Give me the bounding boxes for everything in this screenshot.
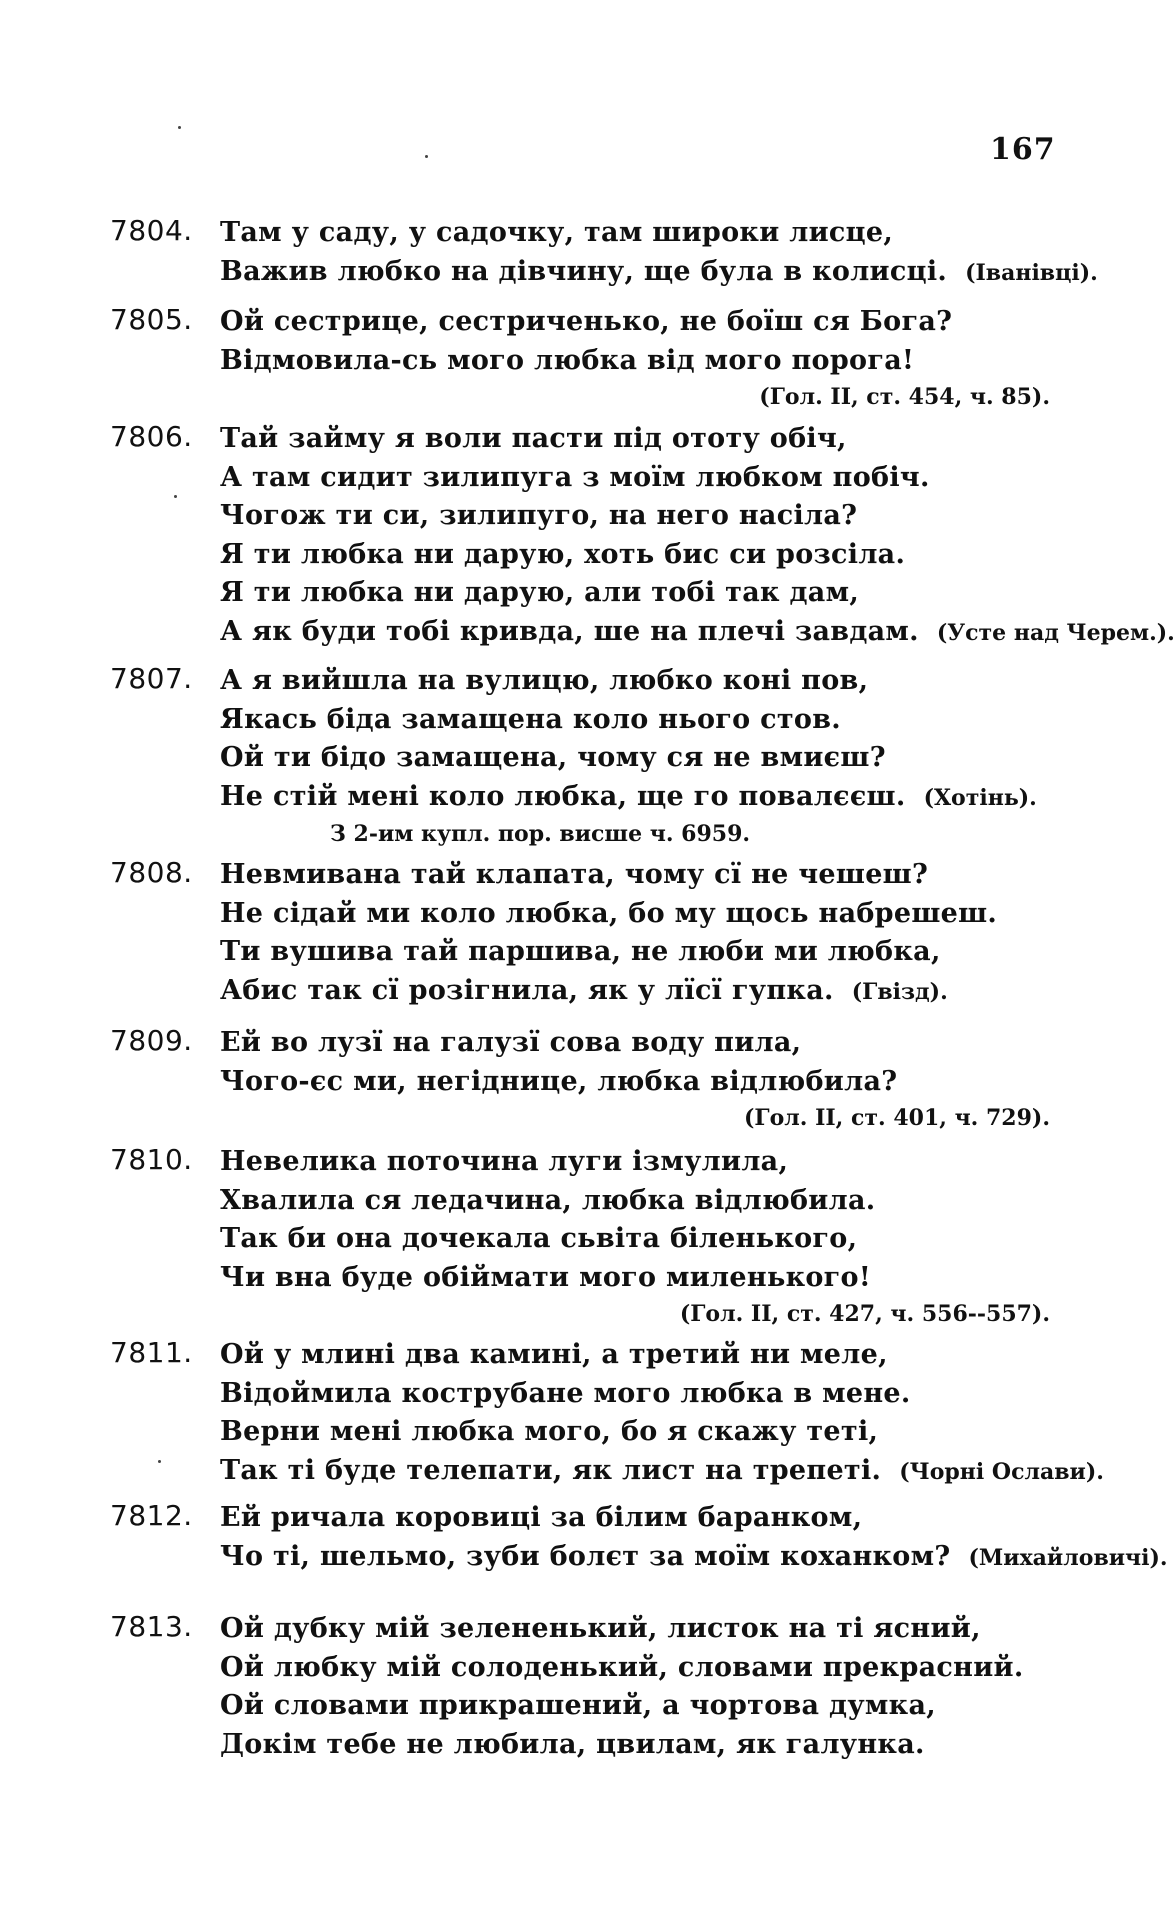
verse-line-text: Абис так сї розігнила, як у лїсї гупка. bbox=[220, 974, 834, 1006]
source-reference: (Хотінь). bbox=[923, 784, 1037, 811]
verse-line: Відоймила кострубане мого любка в мене. bbox=[220, 1377, 911, 1409]
verse-line: Там у саду, у садочку, там широки лисце, bbox=[220, 217, 894, 248]
cross-reference-note: З 2-им купл. пор. висше ч. 6959. bbox=[330, 821, 751, 847]
verse-line: Невелика поточина луги ізмулила, bbox=[220, 1146, 789, 1177]
entry-number: 7808. bbox=[110, 856, 193, 889]
verse-line: Якась біда замащена коло нього стов. bbox=[220, 703, 841, 735]
entry-number: 7812. bbox=[110, 1499, 193, 1532]
source-reference: (Чорні Ослави). bbox=[899, 1458, 1104, 1485]
verse-line: Ей ричала коровиці за білим баранком, bbox=[220, 1502, 863, 1533]
entry-number: 7810. bbox=[110, 1143, 193, 1176]
entry-number: 7811. bbox=[110, 1336, 193, 1369]
verse-line bbox=[220, 613, 1175, 653]
verse-line bbox=[220, 253, 1098, 293]
verse-line bbox=[220, 972, 1070, 1012]
source-reference: (Усте над Черем.). bbox=[936, 619, 1175, 646]
verse-block bbox=[220, 303, 1070, 414]
verse-line: Ой любку мій солоденький, словами прекрасний. bbox=[220, 1651, 1024, 1683]
verse-line: Чи вна буде обіймати мого миленького! bbox=[220, 1261, 871, 1293]
verse-line bbox=[220, 778, 1070, 818]
verse-line: Ой дубку мій зелененький, листок на ті ясний, bbox=[220, 1613, 981, 1644]
source-reference: (Гол. II, ст. 427, ч. 556--557). bbox=[679, 1301, 1050, 1327]
verse-line: Ой у млині два камині, а третий ни меле, bbox=[220, 1339, 888, 1370]
verse-line: Я ти любка ни дарую, хоть бис си розсіла. bbox=[220, 538, 906, 570]
verse-line: Невмивана тай клапата, чому сї не чешеш? bbox=[220, 859, 929, 890]
verse-line-text: А як буди тобі кривда, ше на плечі завдам. bbox=[220, 615, 919, 647]
verse-block bbox=[220, 1024, 1070, 1135]
verse-block bbox=[220, 214, 1098, 292]
verse-line: Я ти любка ни дарую, али тобі так дам, bbox=[220, 577, 860, 608]
page-number: 167 bbox=[990, 132, 1056, 167]
verse-line bbox=[220, 1538, 1168, 1578]
verse-line: Ти вушива тай паршива, не люби ми любка, bbox=[220, 936, 941, 967]
source-reference: (Гол. II, ст. 454, ч. 85). bbox=[759, 384, 1050, 410]
verse-line-text: Чо ті, шельмо, зуби болєт за моїм коханком? bbox=[220, 1540, 951, 1572]
verse-block bbox=[220, 1499, 1168, 1577]
verse-line-text: Важив любко на дівчину, ще була в колисці. bbox=[220, 255, 948, 287]
entry-number: 7813. bbox=[110, 1610, 193, 1643]
entry-number: 7807. bbox=[110, 662, 193, 695]
verse-line: Так би она дочекала сьвіта біленького, bbox=[220, 1223, 858, 1254]
verse-line: Чого-єс ми, негіднице, любка відлюбила? bbox=[220, 1065, 898, 1097]
verse-line-text: Так ті буде телепати, як лист на трепеті. bbox=[220, 1454, 882, 1486]
verse-line: Чогож ти си, зилипуго, на него насіла? bbox=[220, 500, 858, 531]
scan-speck bbox=[425, 155, 428, 158]
source-reference: (Іванівці). bbox=[965, 259, 1098, 286]
entry-number: 7809. bbox=[110, 1024, 193, 1057]
verse-line: А там сидит зилипуга з моїм любком побіч. bbox=[220, 461, 930, 493]
verse-line bbox=[220, 1452, 1104, 1492]
verse-line-text: Не стій мені коло любка, ще го повалєєш. bbox=[220, 780, 906, 812]
verse-line: Докім тебе не любила, цвилам, як галунка. bbox=[220, 1728, 925, 1760]
verse-block bbox=[220, 662, 1070, 851]
verse-line: Тай займу я воли пасти під ототу обіч, bbox=[220, 423, 847, 454]
entry-number: 7806. bbox=[110, 420, 193, 453]
entry-number: 7805. bbox=[110, 303, 193, 336]
verse-line: Ой сестрице, сестриченько, не боїш ся Бога? bbox=[220, 306, 953, 337]
verse-line: Хвалила ся ледачина, любка відлюбила. bbox=[220, 1184, 876, 1216]
verse-line: Ей во лузї на галузї сова воду пила, bbox=[220, 1027, 802, 1058]
verse-line: А я вийшла на вулицю, любко коні пов, bbox=[220, 665, 869, 696]
verse-line: Не сідай ми коло любка, бо му щось набрешеш. bbox=[220, 897, 998, 929]
source-reference: (Гол. II, ст. 401, ч. 729). bbox=[743, 1105, 1050, 1131]
entry-number: 7804. bbox=[110, 214, 193, 247]
source-reference: (Гвізд). bbox=[851, 978, 948, 1005]
verse-block bbox=[220, 856, 1070, 1011]
scan-speck bbox=[158, 1460, 161, 1463]
verse-block bbox=[220, 1336, 1104, 1491]
verse-block bbox=[220, 420, 1175, 652]
verse-block bbox=[220, 1143, 1070, 1331]
verse-line: Верни мені любка мого, бо я скажу теті, bbox=[220, 1416, 879, 1447]
verse-line: Ой ти бідо замащена, чому ся не вмиєш? bbox=[220, 742, 886, 773]
verse-line: Ой словами прикрашений, а чортова думка, bbox=[220, 1690, 936, 1721]
verse-line: Відмовила-сь мого любка від мого порога! bbox=[220, 344, 915, 376]
verse-block bbox=[220, 1610, 1070, 1764]
scan-speck bbox=[178, 126, 181, 129]
scan-speck bbox=[174, 495, 177, 498]
source-reference: (Михайловичі). bbox=[968, 1544, 1168, 1571]
